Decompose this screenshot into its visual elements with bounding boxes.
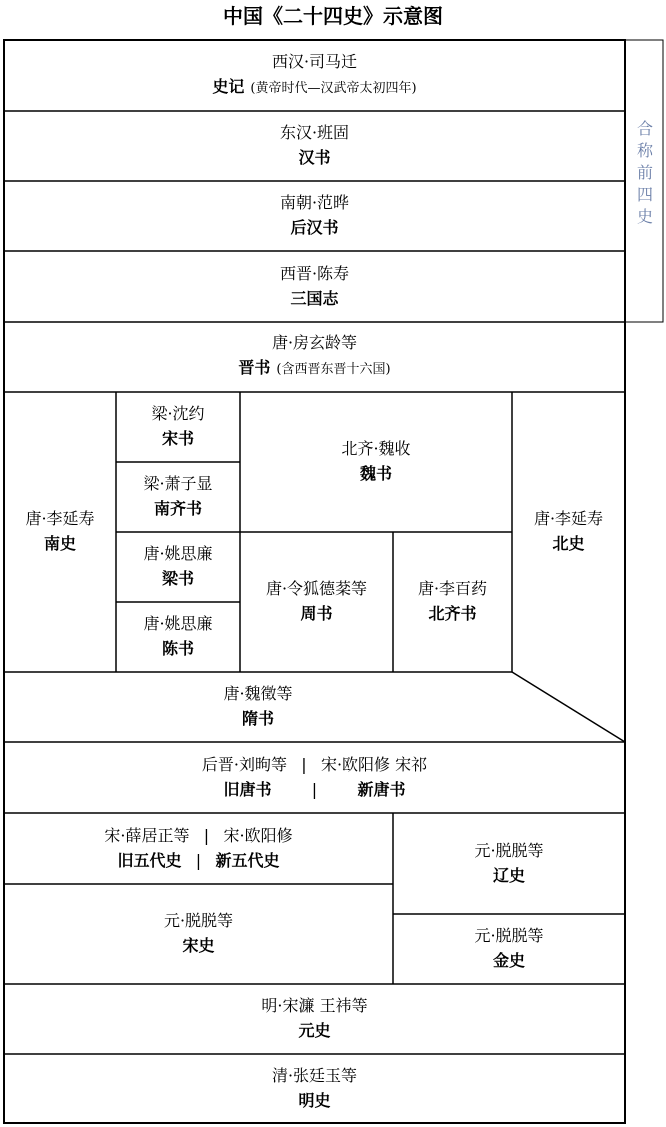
cell-yuanshi (4, 984, 625, 1054)
cell-houhanshu (4, 181, 625, 251)
cell-nanshi (4, 392, 116, 672)
cell-suishu (4, 672, 512, 742)
cell-liangshu (116, 532, 240, 602)
book-title: 史记 (212, 76, 245, 96)
book-title: 周书 (300, 604, 333, 623)
book-title: 南齐书 (153, 499, 202, 518)
author-right: 宋·欧阳修 (223, 825, 293, 845)
side-note-former-four-histories (632, 118, 658, 228)
book-title: 梁书 (161, 569, 194, 588)
book-title: 后汉书 (290, 218, 339, 237)
book-title: 晋书 (238, 358, 271, 377)
book-title: 金史 (492, 951, 525, 970)
period-note: (黄帝时代—汉武帝太初四年) (250, 80, 417, 96)
book-title: 宋史 (182, 936, 215, 955)
author-label: 唐·姚思廉 (143, 544, 213, 563)
book-title: 汉书 (298, 148, 331, 167)
author-row (104, 824, 292, 848)
side-note-char: 四 (636, 185, 653, 204)
book-title: 三国志 (290, 288, 339, 308)
author-label: 唐·姚思廉 (143, 614, 213, 633)
book-title: 辽史 (492, 865, 525, 885)
book-row (117, 848, 279, 874)
author-label: 梁·萧子显 (143, 474, 213, 493)
author-label: 元·脱脱等 (474, 840, 544, 860)
cell-songshi (4, 884, 393, 984)
book-title-row (212, 74, 416, 102)
book-title-right: 新唐书 (357, 779, 406, 799)
cell-wudaishi (4, 813, 393, 884)
book-title: 宋书 (161, 429, 194, 448)
side-note-char: 称 (636, 141, 653, 160)
side-note-char: 史 (636, 207, 653, 226)
book-title-right: 新五代史 (215, 850, 280, 870)
cell-chenshu (116, 602, 240, 672)
author-label: 明·宋濂 王祎等 (261, 996, 368, 1015)
author-right: 宋·欧阳修 宋祁 (320, 754, 428, 774)
author-row (202, 753, 427, 777)
author-label: 南朝·范晔 (279, 193, 350, 212)
diagram-title: 中国《二十四史》示意图 (223, 4, 443, 28)
author-label: 唐·魏徵等 (223, 684, 293, 703)
cell-zhoushu (240, 532, 393, 672)
side-note-char: 合 (636, 119, 653, 138)
author-label: 元·脱脱等 (163, 911, 234, 930)
book-title: 北史 (552, 534, 585, 553)
author-left: 后晋·刘昫等 (201, 754, 287, 774)
book-title: 北齐书 (428, 604, 477, 623)
book-title: 魏书 (359, 464, 392, 483)
book-title-row (238, 355, 390, 383)
author-left: 宋·薛居正等 (104, 825, 190, 845)
period-note: (含西晋东晋十六国) (276, 362, 391, 377)
divider: | (195, 850, 202, 870)
author-label: 西汉·司马迁 (271, 51, 358, 71)
cell-jinshi (393, 914, 625, 984)
book-title: 元史 (298, 1021, 331, 1040)
author-label: 唐·李延寿 (533, 509, 604, 528)
author-label: 唐·房玄龄等 (271, 333, 358, 352)
book-title-left: 旧唐书 (223, 779, 272, 799)
cell-liaoshi (393, 813, 625, 914)
book-title: 陈书 (161, 639, 194, 658)
author-label: 元·脱脱等 (474, 926, 544, 945)
divider: | (301, 754, 307, 774)
cell-jinshu (4, 322, 625, 392)
author-label: 西晋·陈寿 (279, 263, 350, 283)
book-title-left: 旧五代史 (117, 850, 182, 870)
cell-weishu (240, 392, 512, 532)
cell-sanguozhi (4, 251, 625, 322)
author-label: 唐·令狐德棻等 (265, 579, 368, 598)
cell-hanshu (4, 111, 625, 181)
cell-songshu (116, 392, 240, 462)
book-title: 南史 (43, 534, 76, 553)
cell-shiji (4, 40, 625, 111)
cell-nanqishu (116, 462, 240, 532)
author-label: 北齐·魏收 (341, 439, 411, 458)
author-label: 唐·李延寿 (25, 509, 95, 528)
side-note-char: 前 (636, 163, 653, 182)
author-label: 梁·沈约 (151, 404, 205, 423)
cell-beiqishu (393, 532, 512, 672)
cell-mingshi (4, 1054, 625, 1123)
divider: | (311, 779, 318, 799)
author-label: 东汉·班固 (279, 123, 350, 142)
book-title: 明史 (298, 1090, 331, 1110)
cell-beishi (512, 392, 625, 672)
cell-tangshu (4, 742, 625, 813)
book-title: 隋书 (241, 709, 274, 728)
author-label: 唐·李百药 (417, 579, 488, 598)
author-label: 清·张廷玉等 (271, 1065, 358, 1085)
book-row (223, 777, 405, 803)
divider: | (203, 825, 210, 845)
